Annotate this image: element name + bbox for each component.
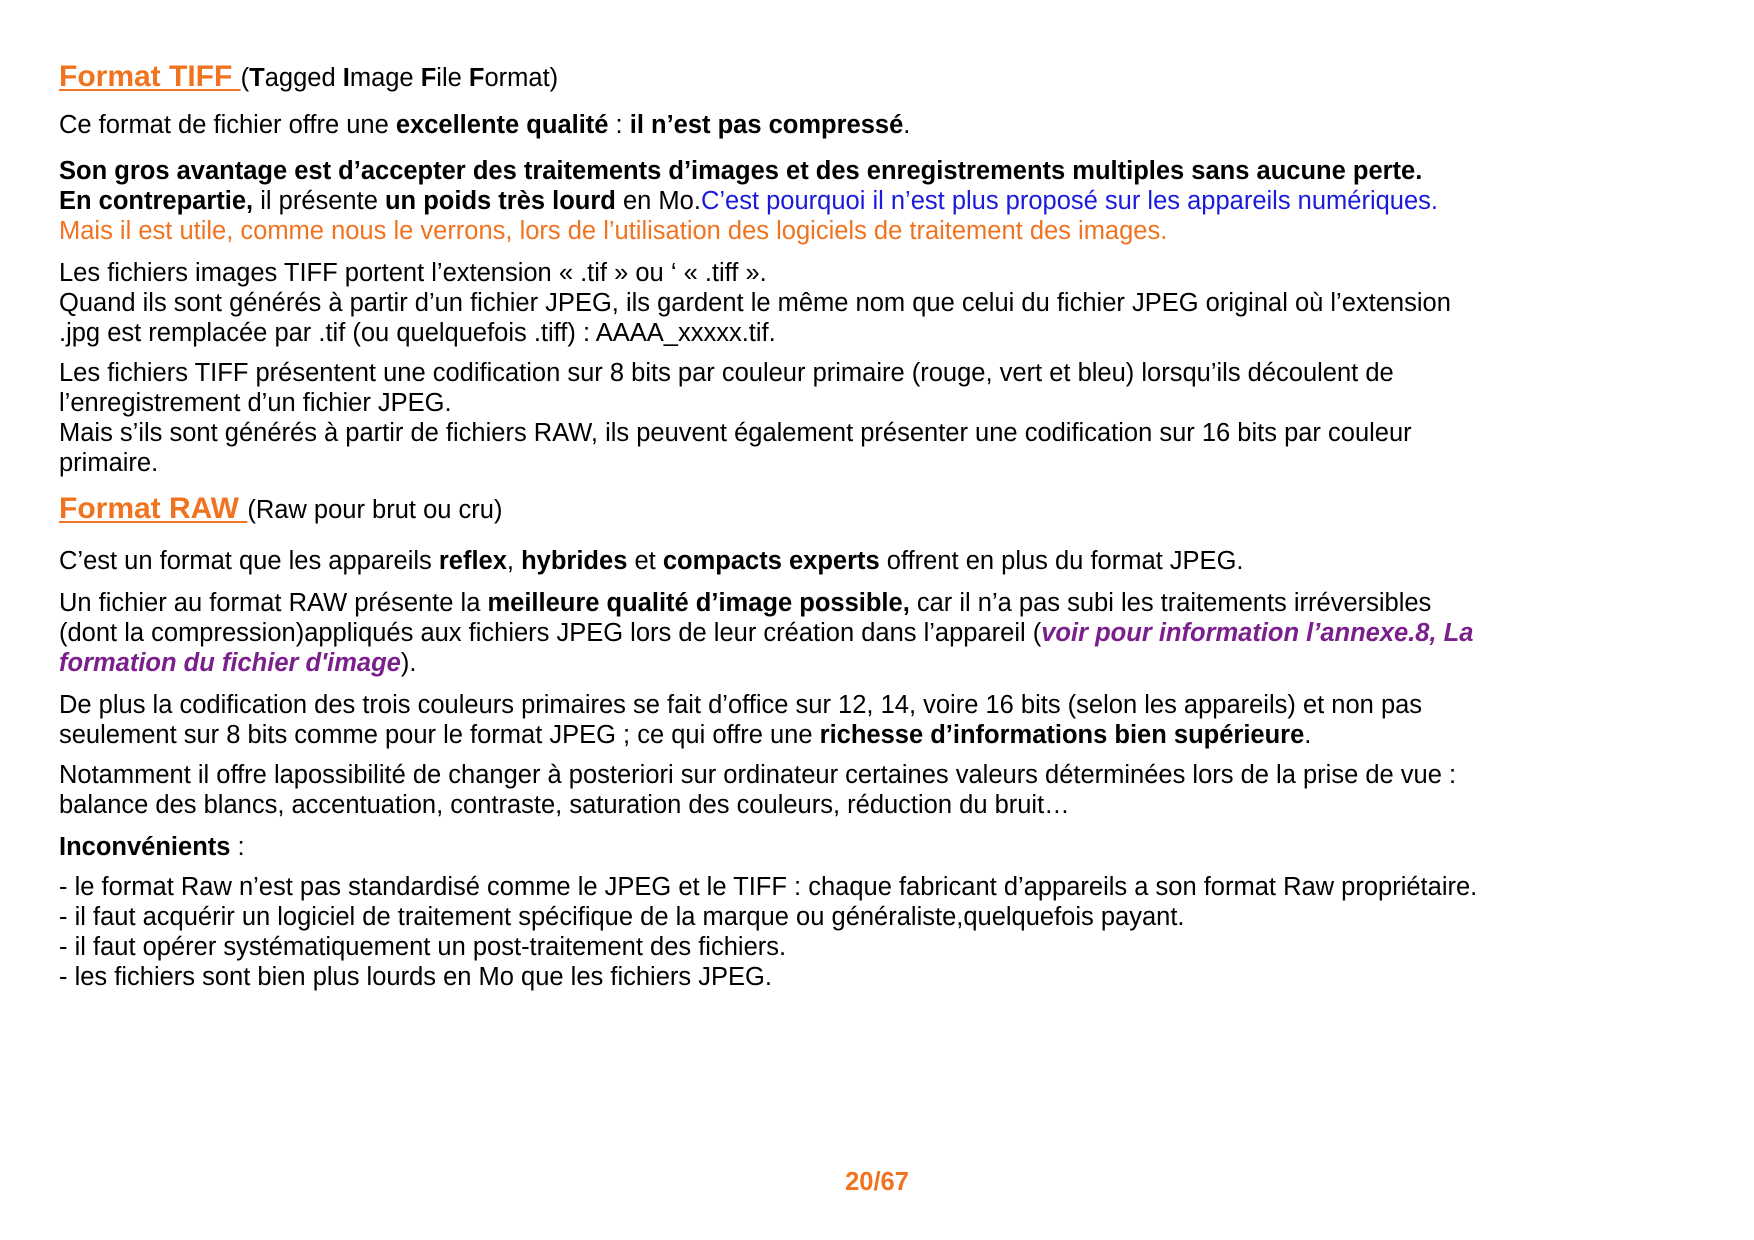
raw-adjust-line-2: balance des blancs, accentuation, contraste, saturation des couleurs, réduction du bruit… (59, 791, 1070, 819)
tiff-codification-line-4: primaire. (59, 449, 159, 477)
annex-reference-continued: formation du fichier d'image (59, 649, 401, 677)
tiff-subtitle: (Tagged Image File Format) (240, 64, 559, 92)
raw-cameras-line: C’est un format que les appareils reflex, hybrides et compacts experts offrent en plus du format JPEG. (59, 547, 1244, 575)
raw-quality-line-1: Un fichier au format RAW présente la meilleure qualité d’image possible, car il n’a pas subi les traitements irréversibles (59, 589, 1432, 617)
raw-heading (59, 492, 502, 527)
annex-reference: voir pour information l’annexe.8, La (1041, 619, 1474, 647)
tiff-codification-line-2: l’enregistrement d’un fichier JPEG. (59, 389, 452, 417)
tiff-rename-line: .jpg est remplacée par .tif (ou quelquefois .tiff) : AAAA_xxxxx.tif. (59, 319, 776, 347)
raw-codification-line-1: De plus la codification des trois couleurs primaires se fait d’office sur 12, 14, voire 16 bits (selon les appareils) et non pas (59, 691, 1423, 719)
tiff-codification-line-3: Mais s’ils sont générés à partir de fichiers RAW, ils peuvent également présenter une codification sur 16 bits par couleur (59, 419, 1412, 447)
list-item: - le format Raw n’est pas standardisé comme le JPEG et le TIFF : chaque fabricant d’appareils a son format Raw propriétaire. (59, 873, 1478, 901)
raw-codification-line-2: seulement sur 8 bits comme pour le format JPEG ; ce qui offre une richesse d’informations bien supérieure. (59, 721, 1312, 749)
raw-inconvenients-heading: Inconvénients : (59, 833, 245, 861)
tiff-heading (59, 60, 558, 95)
tiff-paragraph-quality: Ce format de fichier offre une excellente qualité : il n’est pas compressé. (59, 111, 911, 139)
tiff-title: Format TIFF (59, 60, 241, 93)
list-item: - les fichiers sont bien plus lourds en Mo que les fichiers JPEG. (59, 963, 772, 991)
tiff-generated-line: Quand ils sont générés à partir d’un fichier JPEG, ils gardent le même nom que celui du fichier JPEG original où l’extension (59, 289, 1451, 317)
tiff-extension-line: Les fichiers images TIFF portent l’extension « .tif » ou ‘ « .tiff ». (59, 259, 767, 287)
tiff-useful-line: Mais il est utile, comme nous le verrons, lors de l’utilisation des logiciels de traitement des images. (59, 217, 1168, 245)
raw-adjust-line-1: Notamment il offre lapossibilité de changer à posteriori sur ordinateur certaines valeurs déterminées lors de la prise de vue : (59, 761, 1457, 789)
page-number: 20/67 (845, 1168, 909, 1196)
raw-subtitle: (Raw pour brut ou cru) (247, 496, 503, 524)
raw-quality-line-3: formation du fichier d'image). (59, 649, 417, 677)
list-item: - il faut opérer systématiquement un post-traitement des fichiers. (59, 933, 787, 961)
raw-title: Format RAW (59, 492, 248, 525)
raw-quality-line-2: (dont la compression)appliqués aux fichiers JPEG lors de leur création dans l’appareil (voir pour information l’annexe.8, La (59, 619, 1474, 647)
tiff-advantage-line: Son gros avantage est d’accepter des traitements d’images et des enregistrements multiples sans aucune perte. (59, 157, 1423, 185)
tiff-codification-line-1: Les fichiers TIFF présentent une codification sur 8 bits par couleur primaire (rouge, vert et bleu) lorsqu’ils découlent de (59, 359, 1394, 387)
list-item: - il faut acquérir un logiciel de traitement spécifique de la marque ou généraliste,quelquefois payant. (59, 903, 1185, 931)
tiff-weight-line: En contrepartie, il présente un poids très lourd en Mo.C’est pourquoi il n’est plus proposé sur les appareils numériques. (59, 187, 1438, 215)
